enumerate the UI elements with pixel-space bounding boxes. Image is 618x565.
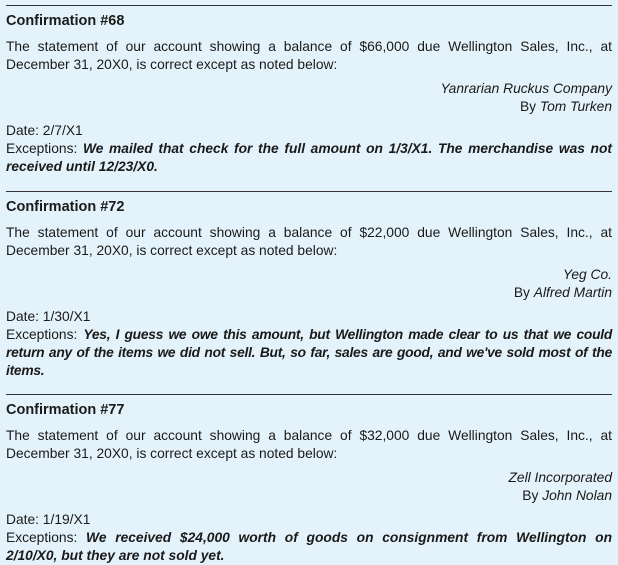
signer-name: John Nolan bbox=[542, 488, 612, 503]
confirmation-block-77 bbox=[6, 394, 612, 565]
section-divider bbox=[6, 5, 612, 6]
confirmation-block-68 bbox=[6, 0, 612, 176]
signature-block bbox=[6, 80, 612, 116]
company-name: Zell Incorporated bbox=[508, 470, 612, 485]
confirmation-statement: The statement of our account showing a balance of $66,000 due Wellington Sales, Inc., at December 31, 20X0, is correct except as noted below: bbox=[6, 39, 612, 72]
confirmation-date: Date: 2/7/X1 bbox=[6, 123, 83, 138]
confirmation-date: Date: 1/19/X1 bbox=[6, 512, 91, 527]
signer-line bbox=[6, 98, 612, 116]
signature-block bbox=[6, 469, 612, 505]
confirmation-statement: The statement of our account showing a balance of $32,000 due Wellington Sales, Inc., at December 31, 20X0, is correct except as noted below: bbox=[6, 428, 612, 461]
signer-name: Alfred Martin bbox=[533, 285, 612, 300]
confirmation-heading: Confirmation #77 bbox=[6, 402, 125, 418]
exceptions-text: We mailed that check for the full amount on 1/3/X1. The merchandise was not received until 12/23/X0. bbox=[6, 141, 612, 174]
by-prefix: By bbox=[513, 285, 534, 300]
exceptions-text: Yes, I guess we owe this amount, but Wellington made clear to us that we could return any of the items we did not sell. But, so far, sales are good, and we've sold most of the items. bbox=[6, 327, 613, 378]
section-divider bbox=[6, 191, 612, 192]
signer-line bbox=[6, 284, 612, 302]
exceptions-line bbox=[6, 140, 612, 176]
exceptions-line bbox=[6, 529, 612, 565]
signer-line bbox=[6, 487, 612, 505]
exceptions-label: Exceptions: bbox=[6, 530, 87, 545]
exceptions-line bbox=[6, 326, 612, 380]
signer-name: Tom Turken bbox=[539, 99, 612, 114]
exceptions-text: We received $24,000 worth of goods on consignment from Wellington on 2/10/X0, but they are not sold yet. bbox=[6, 530, 613, 563]
confirmation-statement: The statement of our account showing a balance of $22,000 due Wellington Sales, Inc., at December 31, 20X0, is correct except as noted below: bbox=[6, 225, 612, 258]
signature-block bbox=[6, 266, 612, 302]
company-name: Yeg Co. bbox=[562, 267, 612, 282]
confirmation-block-72 bbox=[6, 191, 612, 380]
exceptions-label: Exceptions: bbox=[6, 327, 84, 342]
exceptions-label: Exceptions: bbox=[6, 141, 83, 156]
section-divider bbox=[6, 394, 612, 395]
confirmation-date: Date: 1/30/X1 bbox=[6, 309, 91, 324]
by-prefix: By bbox=[519, 99, 540, 114]
confirmation-heading: Confirmation #72 bbox=[6, 199, 125, 215]
company-name: Yanrarian Ruckus Company bbox=[440, 81, 612, 96]
by-prefix: By bbox=[522, 488, 543, 503]
confirmation-heading: Confirmation #68 bbox=[6, 13, 125, 29]
